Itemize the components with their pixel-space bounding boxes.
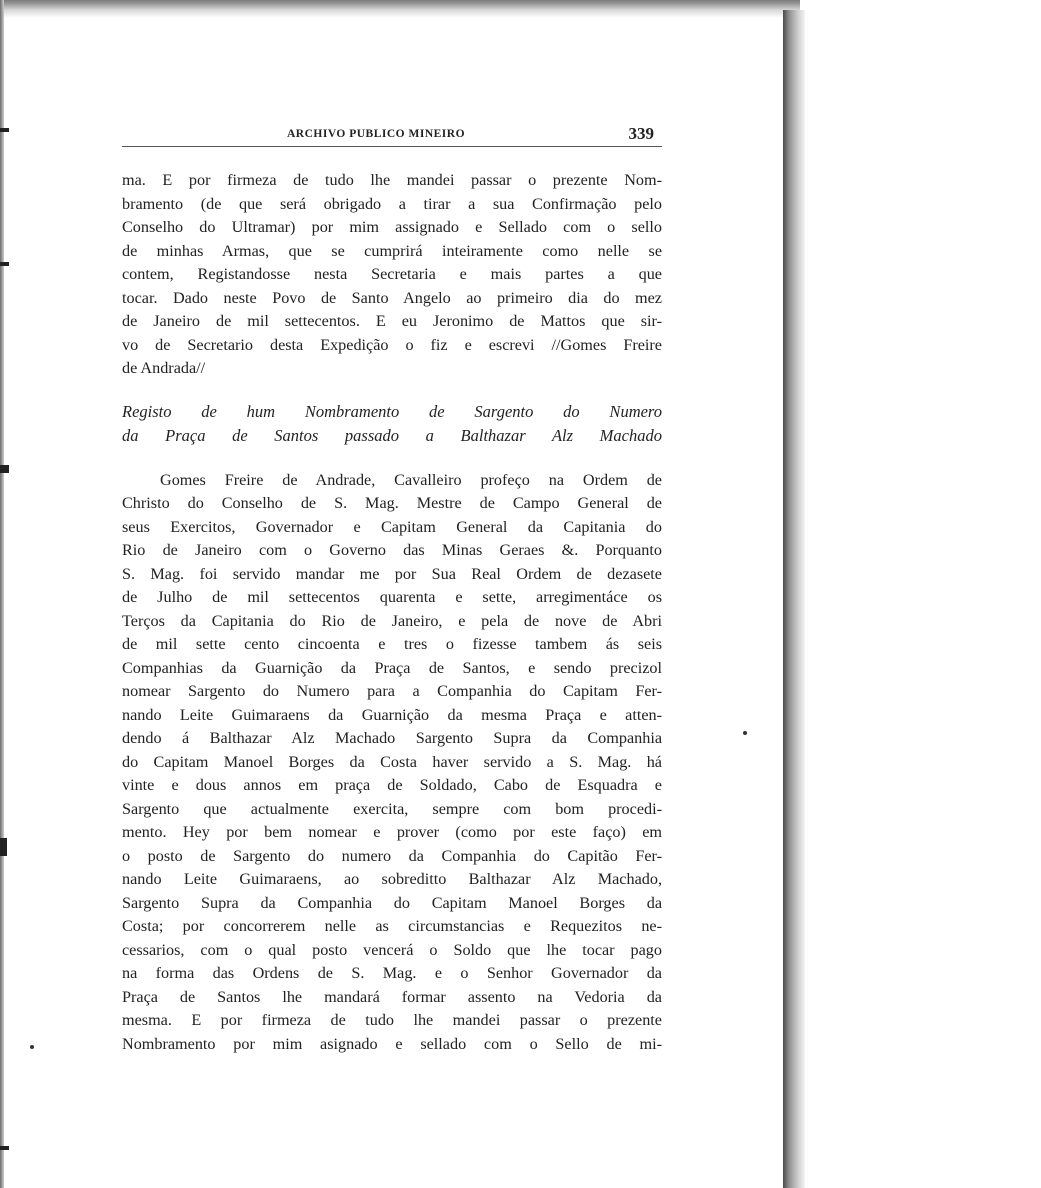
book-page [122, 120, 662, 1056]
text-line: vo de Secretario desta Expedição o fiz e escrevi //Gomes Freire [122, 335, 662, 354]
text-line: Rio de Janeiro com o Governo das Minas Geraes &. Porquanto [122, 541, 662, 559]
text-line: do Capitam Manoel Borges da Costa haver servido a S. Mag. há [122, 752, 662, 771]
text-line: Praça de Santos lhe mandará formar assento na Vedoria da [122, 987, 662, 1006]
text-line: nomear Sargento do Numero para a Companhia do Capitam Fer- [122, 682, 662, 700]
text-line: vinte e dous annos em praça de Soldado, Cabo de Esquadra e [122, 776, 662, 794]
text-line: Sargento Supra da Companhia do Capitam Manoel Borges da [122, 893, 662, 912]
text-line: de Andrada// [122, 359, 206, 377]
text-line: Sargento que actualmente exercita, sempre com bom procedi- [122, 799, 662, 818]
heading-line: Registo de hum Nombramento de Sargento do Numero [122, 401, 662, 421]
text-line: bramento (de que será obrigado a tirar a sua Confirmação pelo [122, 194, 662, 213]
text-line: o posto de Sargento do numero da Companhia do Capitão Fer- [122, 846, 662, 865]
scan-margin-mark [0, 262, 9, 266]
text-line: de mil sette cento cincoenta e tres o fizesse tambem ás seis [122, 635, 662, 653]
scan-speck [743, 731, 747, 735]
text-line: contem, Registandosse nesta Secretaria e mais partes a que [122, 265, 662, 283]
text-line: nando Leite Guimaraens, ao sobreditto Balthazar Alz Machado, [122, 870, 662, 888]
scan-margin-mark [0, 465, 9, 473]
scan-margin-mark [0, 838, 7, 856]
paragraph-nomination [122, 469, 662, 1057]
scan-left-edge [0, 0, 4, 1188]
text-line: de Julho de mil settecentos quarenta e sette, arregimentáce os [122, 588, 662, 606]
text-line: mento. Hey por bem nomear e prover (como por este faço) em [122, 823, 662, 841]
text-line: S. Mag. foi servido mandar me por Sua Real Ordem de dezasete [122, 564, 662, 583]
text-line: tocar. Dado neste Povo de Santo Angelo ao primeiro dia do mez [122, 288, 662, 307]
running-head [122, 120, 662, 147]
text-line: cessarios, com o qual posto vencerá o Soldo que lhe tocar pago [122, 940, 662, 959]
heading-line: da Praça de Santos passado a Balthazar Alz Machado [122, 425, 662, 445]
text-line: Christo do Conselho de S. Mag. Mestre de Campo General de [122, 494, 662, 512]
page-gutter-shadow [783, 10, 805, 1188]
scan-margin-mark [0, 128, 9, 132]
page-number: 339 [628, 124, 654, 143]
scan-margin-mark [0, 1146, 9, 1150]
text-line: mesma. E por firmeza de tudo lhe mandei passar o prezente [122, 1011, 662, 1029]
text-line: Conselho do Ultramar) por mim assignado e Sellado com o sello [122, 218, 662, 236]
scan-speck [30, 1045, 34, 1049]
text-line: ma. E por firmeza de tudo lhe mandei passar o prezente Nom- [122, 171, 662, 189]
text-line: Nombramento por mim asignado e sellado com o Sello de mi- [122, 1034, 662, 1053]
paragraph-closing-previous-document [122, 169, 662, 381]
text-line: seus Exercitos, Governador e Capitam General da Capitania do [122, 517, 662, 536]
text-line: Companhias da Guarnição da Praça de Santos, e sendo precizol [122, 658, 662, 677]
running-title: ARCHIVO PUBLICO MINEIRO [287, 128, 466, 140]
text-line: Terços da Capitania do Rio de Janeiro, e pela de nove de Abri [122, 611, 662, 630]
text-line: de minhas Armas, que se cumprirá inteiramente como nelle se [122, 241, 662, 260]
document-heading [122, 400, 662, 448]
scan-top-edge [0, 0, 800, 18]
text-line: nando Leite Guimaraens da Guarnição da mesma Praça e atten- [122, 705, 662, 724]
text-line: dendo á Balthazar Alz Machado Sargento Supra da Companhia [122, 729, 662, 747]
text-line: Gomes Freire de Andrade, Cavalleiro profeço na Ordem de [160, 470, 662, 489]
text-line: de Janeiro de mil settecentos. E eu Jeronimo de Mattos que sir- [122, 312, 662, 330]
text-line: na forma das Ordens de S. Mag. e o Senhor Governador da [122, 964, 662, 982]
text-line: Costa; por concorrerem nelle as circumstancias e Requezitos ne- [122, 917, 662, 935]
